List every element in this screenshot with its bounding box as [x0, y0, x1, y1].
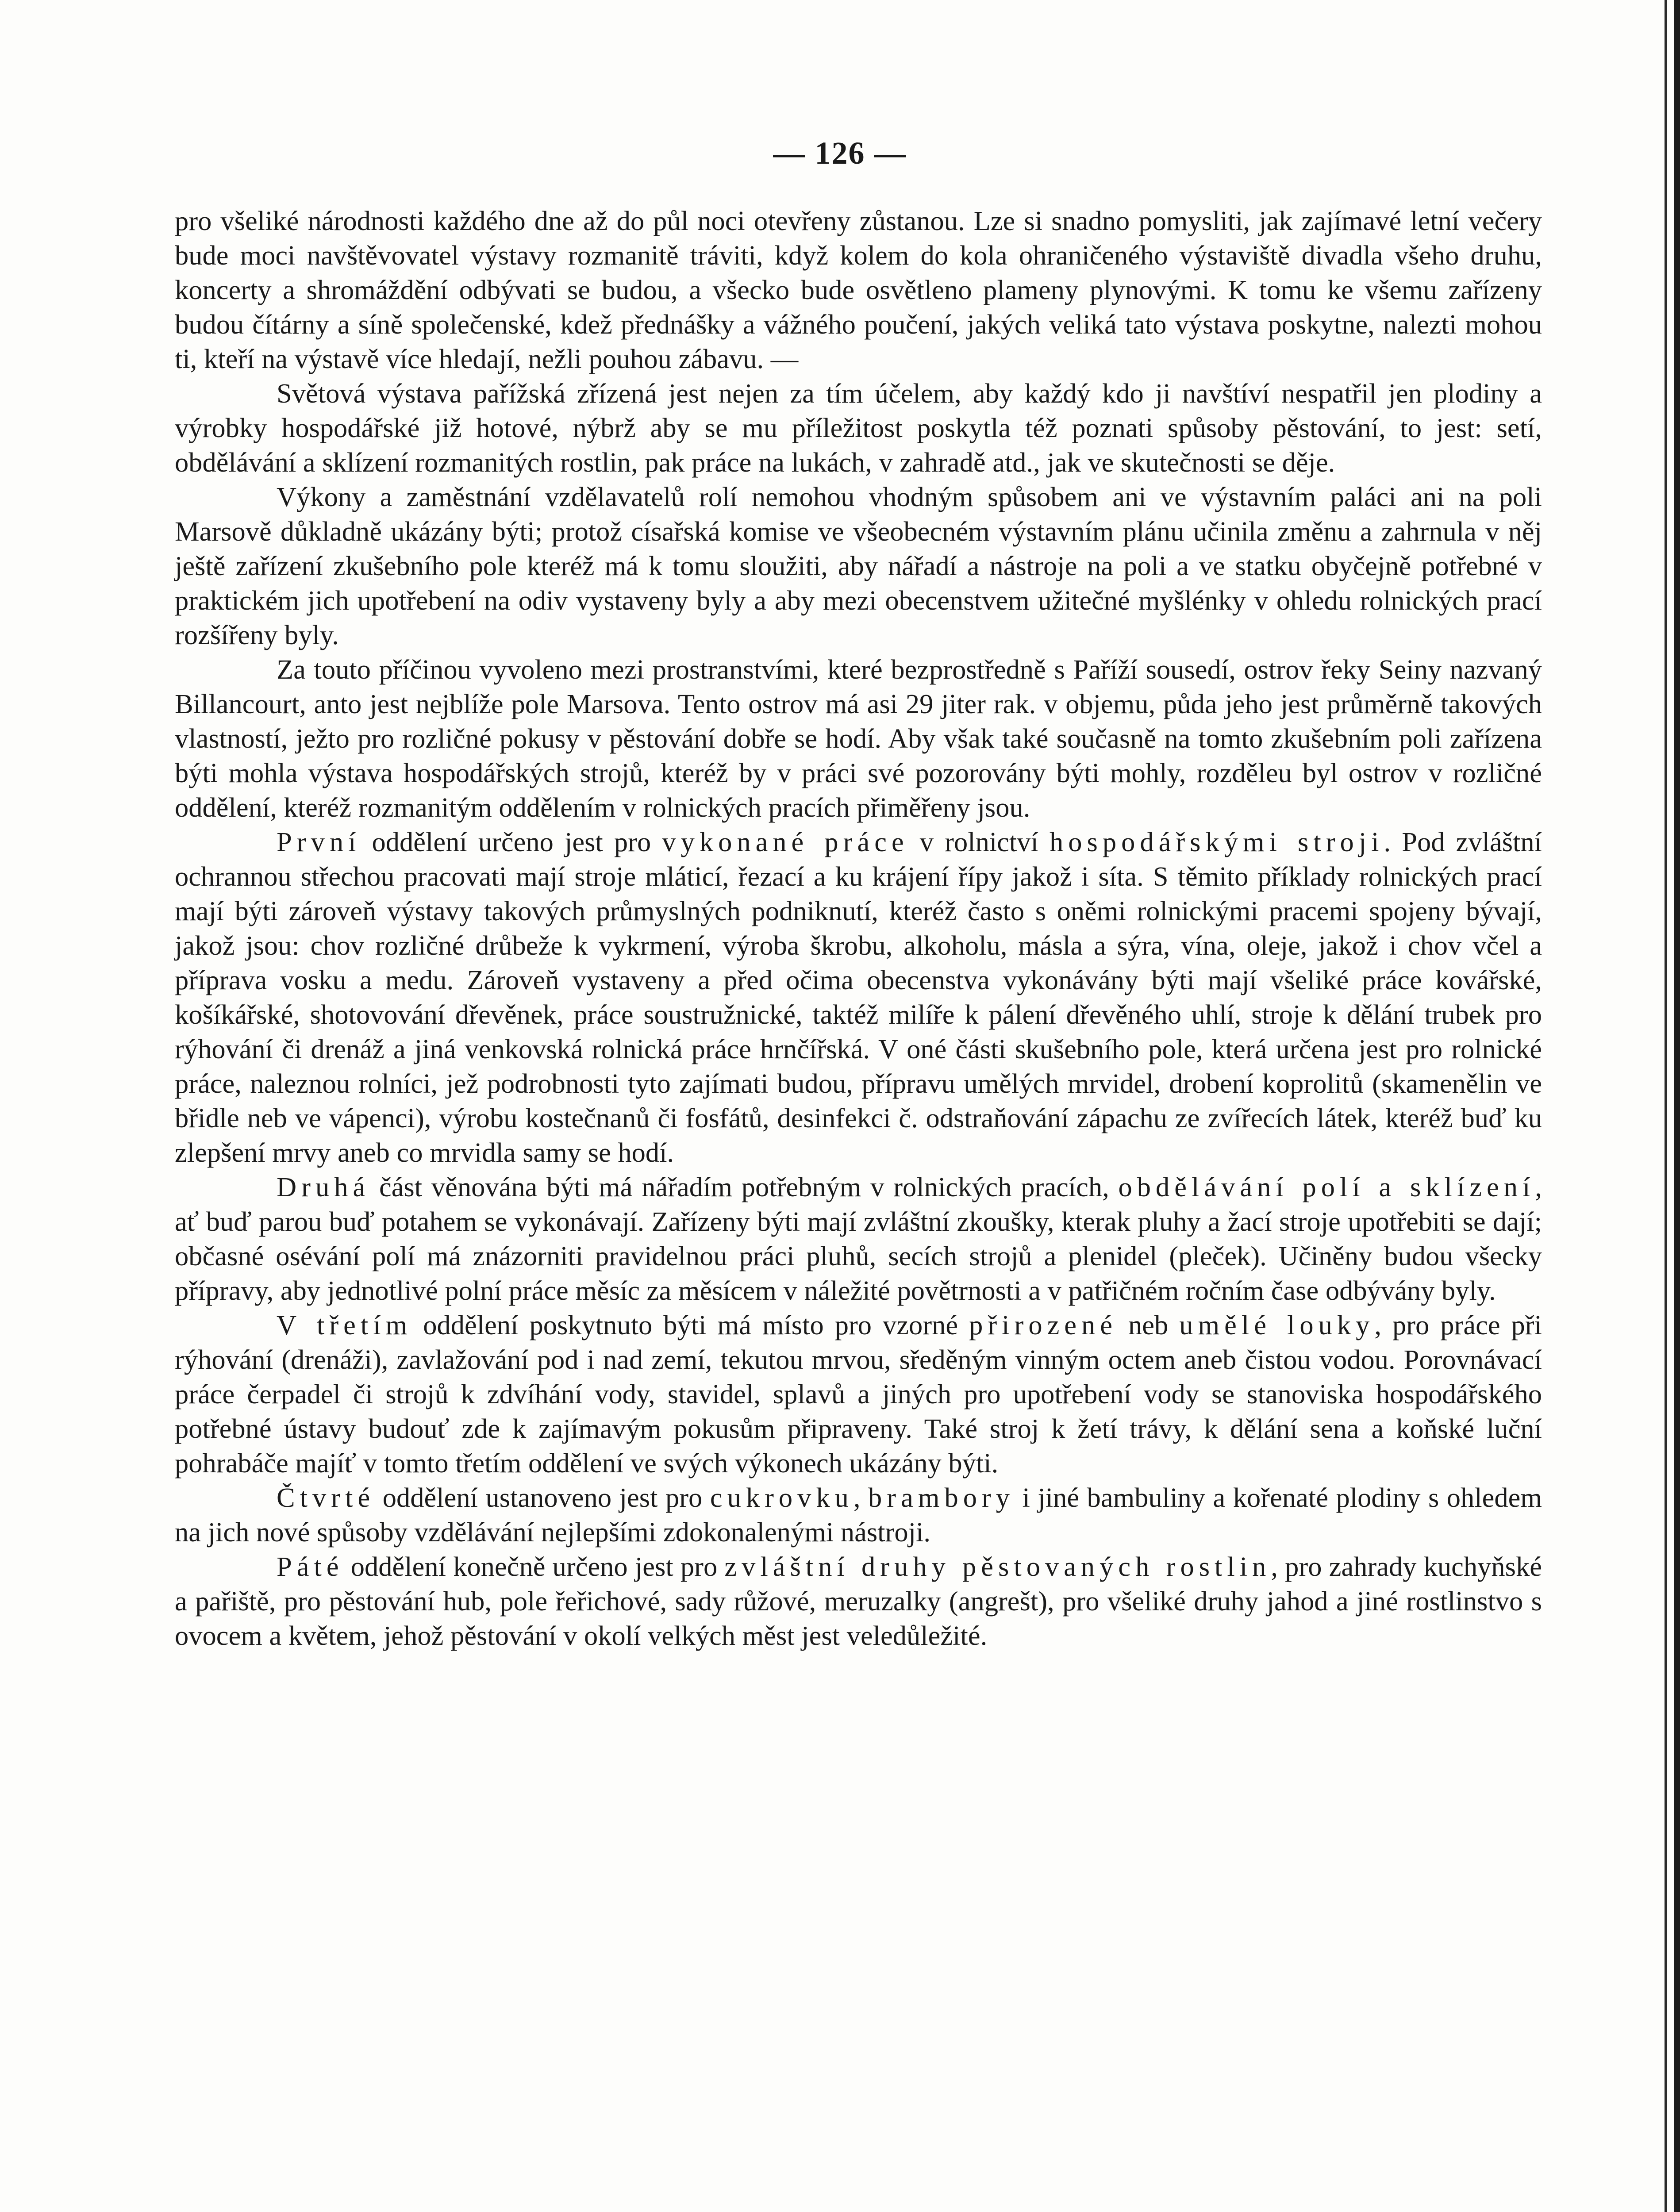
text-run: . Pod zvláštní ochrannou střechou pracovati mají stroje mláticí, řezací a ku krájení řípy jakož i síta. S těmito příklady rolnických prací mají býti zároveň výstavy takových průmyslných podniknutí, kteréž často s oněmi rolnickými pracemi spojeny bývají, jakož jsou: chov rozličné drůbeže k vykrmení, výroba škrobu, alkoholu, másla a sýra, vína, oleje, jakož i chov včel a příprava vosku a medu. Zároveň vystaveny a před očima obecenstva vykonávány býti mají všeliké práce kovářské, košíkářské, shotovování dřevěnek, práce soustružnické, taktéž milíře k pálení dřevěného uhlí, stroje k dělání trubek pro rýhování či drenáž a jiná venkovská rolnická práce hrnčířská. V oné části skušebního pole, která určena jest pro rolnické práce, naleznou rolníci, jež podrobnosti tyto zajímati budou, přípravu umělých mrvidel, drobení koprolitů (skamenělin ve břidle neb ve vápenci), výrobu kostečnanů či fosfátů, desinfekci č. odstraňování zápachu ze zvířecích látek, kteréž buď ku zlepšení mrvy aneb co mrvidla samy se hodí.: [175, 826, 1542, 1168]
paragraph: [175, 1549, 1542, 1653]
spaced-emphasis: brambory: [868, 1482, 1015, 1513]
paragraph: [175, 1170, 1542, 1308]
spaced-emphasis: Páté: [277, 1551, 344, 1582]
paragraph: [175, 1308, 1542, 1480]
text-run: , ať buď parou buď potahem se vykonávají. Zařízeny býti mají zvláštní zkoušky, kterak pluhy a žací stroje upotřebiti se dají; občasné osévání polí má znázorniti pravidelnou práci pluhů, secích strojů a plenidel (pleček). Učiněny budou všecky přípravy, aby jednotlivé polní práce měsíc za měsícem v náležité povětrnosti a v patřičném ročním čase odbývány byly.: [175, 1171, 1542, 1306]
text-run: oddělení poskytnuto býti má místo pro vzorné: [412, 1310, 969, 1340]
spaced-emphasis: V třetím: [277, 1310, 412, 1340]
spaced-emphasis: Čtvrté: [277, 1482, 375, 1513]
spaced-emphasis: První: [277, 826, 361, 857]
body-text: [175, 204, 1542, 1653]
paragraph: [175, 652, 1542, 825]
text-run: i jiné bambuliny a kořenaté plodiny s ohledem na jich nové spůsoby vzdělávání nejlepšími zdokonalenými nástroji.: [175, 1482, 1542, 1548]
text-run: oddělení konečně určeno jest pro: [343, 1551, 725, 1582]
spaced-emphasis: obdělávání polí a sklízení: [1118, 1171, 1535, 1202]
text-run: ,: [853, 1482, 869, 1513]
text-run: Výkony a zaměstnání vzdělavatelů rolí nemohou vhodným spůsobem ani ve výstavním paláci ani na poli Marsově důkladně ukázány býti; protož císařská komise ve všeobecném výstavním plánu učinila změnu a zahrnula v něj ještě zařízení zkušebního pole kteréž má k tomu sloužiti, aby nářadí a nástroje na poli a ve statku obyčejně potřebné v praktickém jich upotřebení na odiv vystaveny byly a aby mezi obecenstvem užitečné myšlénky v ohledu rolnických prací rozšířeny byly.: [175, 481, 1542, 650]
spaced-emphasis: Druhá: [277, 1171, 370, 1202]
spaced-emphasis: přirozené: [969, 1310, 1118, 1340]
paragraph: [175, 825, 1542, 1170]
text-run: v rolnictví: [908, 826, 1050, 857]
spaced-emphasis: vykonané práce: [662, 826, 909, 857]
text-run: Za touto příčinou vyvoleno mezi prostranstvími, které bezprostředně s Paříží sousedí, ostrov řeky Seiny nazvaný Billancourt, anto jest nejblíže pole Marsova. Tento ostrov má asi 29 jiter rak. v objemu, půda jeho jest průměrně takových vlastností, ježto pro rozličné pokusy v pěstování dobře se hodí. Aby však také současně na tomto zkušebním poli zařízena býti mohla výstava hospodářských strojů, kteréž by v práci své pozorovány býti mohly, rozděleu byl ostrov v rozličné oddělení, kteréž rozmanitým oddělením v rolnických pracích přiměřeny jsou.: [175, 654, 1542, 823]
text-run: , pro zahrady kuchyňské a pařiště, pro pěstování hub, pole řeřichové, sady růžové, meruzalky (angrešt), pro všeliké druhy jahod a jiné rostlinstvo s ovocem a květem, jehož pěstování v okolí velkých měst jest veledůležité.: [175, 1551, 1542, 1651]
page-edge-line: [1665, 0, 1667, 2212]
spaced-emphasis: cukrovku: [710, 1482, 853, 1513]
paragraph: [175, 376, 1542, 480]
text-run: část věnována býti má nářadím potřebným v rolnických pracích,: [370, 1171, 1119, 1202]
paragraph: [175, 1480, 1542, 1549]
text-run: oddělení ustanoveno jest pro: [375, 1482, 710, 1513]
text-run: pro všeliké národnosti každého dne až do půl noci otevřeny zůstanou. Lze si snadno pomysliti, jak zajímavé letní večery bude moci navštěvovatel výstavy rozmanitě tráviti, když kolem do kola ohraničeného výstaviště divadla všeho druhu, koncerty a shromáždění odbývati se budou, a všecko bude osvětleno plameny plynovými. K tomu ke všemu zařízeny budou čítárny a síně společenské, kdež přednášky a vážného poučení, jakých veliká tato výstava poskytne, nalezti mohou ti, kteří na výstavě více hledají, nežli pouhou zábavu. —: [175, 205, 1542, 374]
text-run: , pro práce při rýhování (drenáži), zavlažování pod i nad zemí, tekutou mrvou, sředěným vinným octem aneb čistou vodou. Porovnávací práce čerpadel či strojů k zdvíhání vody, stavidel, splavů a jiných pro upotřebení vody se stanoviska hospodářského potřebné ústavy budouť zde k zajímavým pokusům připraveny. Také stroj k žetí trávy, k dělání sena a koňské luční pohrabáče mајíť v tomto třetím oddělení ve svých výkonech ukázány býti.: [175, 1310, 1542, 1479]
spaced-emphasis: hospodářskými stroji: [1050, 826, 1384, 857]
spaced-emphasis: zvláštní druhy pěstovaných rostlin: [724, 1551, 1271, 1582]
page-edge-shadow: [1674, 0, 1680, 2212]
paragraph: [175, 204, 1542, 376]
text-run: neb: [1117, 1310, 1180, 1340]
text-run: Světová výstava pařížská zřízená jest nejen za tím účelem, aby každý kdo ji navštíví nespatřil jen plodiny a výrobky hospodářské již hotové, nýbrž aby se mu příležitost poskytla též poznati spůsoby pěstování, to jest: setí, obdělávání a sklízení rozmanitých rostlin, pak práce na lukách, v zahradě atd., jak ve skutečnosti se děje.: [175, 378, 1542, 478]
paragraph: [175, 480, 1542, 652]
page-number: — 126 —: [773, 135, 907, 171]
spaced-emphasis: umělé louky: [1179, 1310, 1375, 1340]
text-run: oddělení určeno jest pro: [361, 826, 662, 857]
